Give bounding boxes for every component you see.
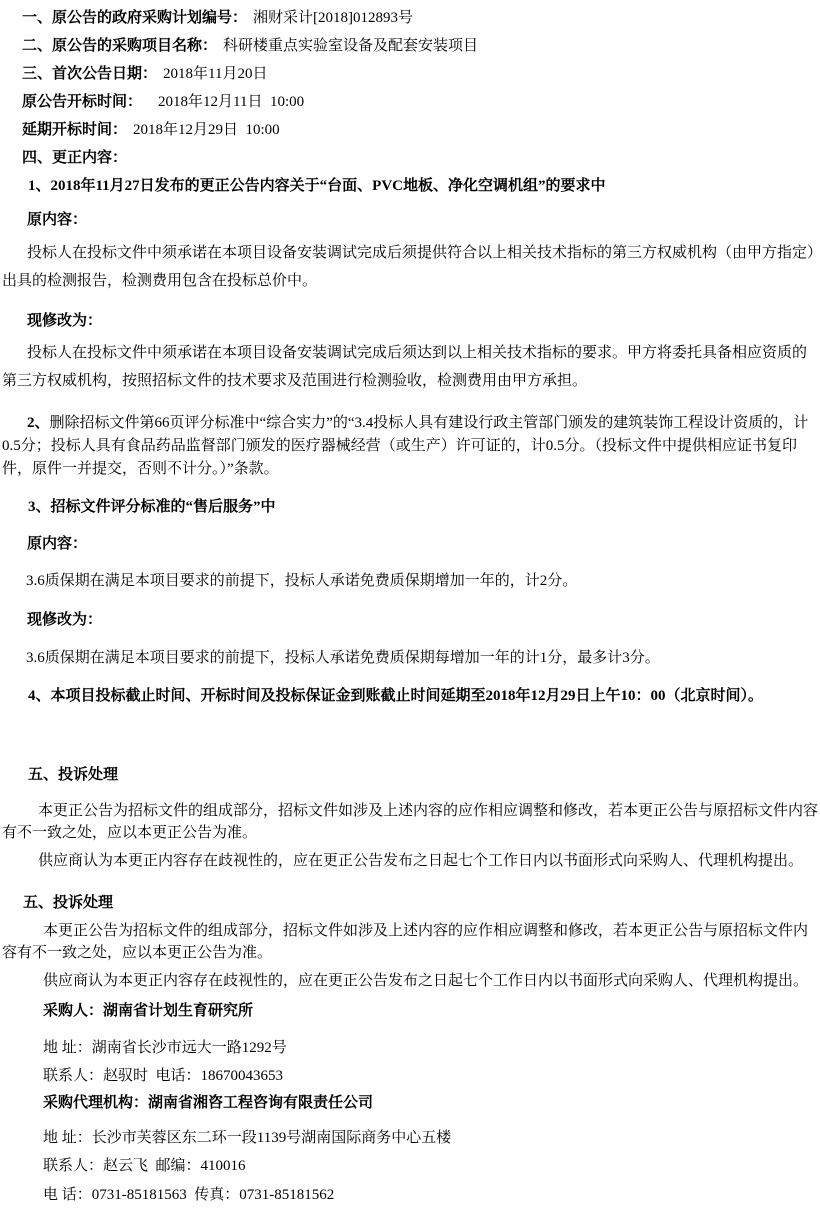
item3-revised-text: 3.6质保期在满足本项目要求的前提下，投标人承诺免费质保期每增加一年的计1分，最多计3分。: [26, 650, 660, 666]
agency-phone-line: 电 话：0731-85181563 传真：0731-85181562: [43, 1187, 335, 1203]
item3-original-text: 3.6质保期在满足本项目要求的前提下，投标人承诺免费质保期增加一年的，计2分。: [26, 573, 578, 589]
complaint-section-2-heading: 五、投诉处理: [23, 895, 114, 911]
correction-item4-text: 4、本项目投标截止时间、开标时间及投标保证金到账截止时间延期至2018年12月29日上午10：00（北京时间）。: [28, 688, 764, 704]
correction-item3-heading: 3、招标文件评分标准的“售后服务”中: [28, 499, 276, 515]
item1-revised-text: 投标人在投标文件中须承诺在本项目设备安装调试完成后须达到以上相关技术指标的要求。甲方将委托具备相应资质的第三方权威机构，按照招标文件的技术要求及范围进行检测验收，检测费用由甲方承担。: [2, 345, 808, 389]
item2-number: 2、: [27, 415, 50, 431]
item3-original-label: 原内容：: [27, 536, 88, 552]
purchaser-address-line: 地 址：湖南省长沙市远大一路1292号: [43, 1040, 287, 1056]
project-name-line: [22, 32, 820, 60]
complaint-section-2-paragraph-1: 本更正公告为招标文件的组成部分，招标文件如涉及上述内容的应作相应调整和修改，若本更正公告与原招标文件内容有不一致之处，应以本更正公告为准。: [2, 923, 809, 961]
project-name-value: 科研楼重点实验室设备及配套安装项目: [223, 38, 479, 54]
plan-number-label: 一、原公告的政府采购计划编号：: [22, 10, 248, 26]
item1-original-label: 原内容：: [27, 212, 88, 228]
original-bid-open-time-value: 2018年12月11日 10:00: [158, 94, 305, 110]
item2-body: 删除招标文件第66页评分标准中“综合实力”的“3.4投标人具有建设行政主管部门颁发的建筑装饰工程设计资质的，计0.5分；投标人具有食品药品监督部门颁发的医疗器械经营（或生产）许可证的，计0.5分。（投标文件中提供相应证书复印件，原件一并提交，否则不计分。）”条款。: [2, 415, 809, 477]
agency-contact-line: 联系人：赵云飞 邮编：410016: [43, 1158, 246, 1174]
delayed-bid-open-time-value: 2018年12月29日 10:00: [133, 122, 280, 138]
original-bid-open-time-line: [22, 88, 820, 116]
delayed-bid-open-time-label: 延期开标时间：: [22, 122, 128, 138]
original-bid-open-time-label: 原公告开标时间：: [22, 94, 143, 110]
first-announce-date-value: 2018年11月20日: [163, 66, 268, 82]
item1-revised-label: 现修改为：: [27, 313, 103, 329]
purchaser-name-line: 采购人：湖南省计划生育研究所: [43, 1003, 254, 1019]
project-name-label: 二、原公告的采购项目名称：: [22, 38, 218, 54]
first-announce-date-line: [22, 60, 820, 88]
complaint-section-1-paragraph-1: 本更正公告为招标文件的组成部分，招标文件如涉及上述内容的应作相应调整和修改，若本更正公告与原招标文件内容有不一致之处，应以本更正公告为准。: [2, 803, 819, 841]
item1-original-text: 投标人在投标文件中须承诺在本项目设备安装调试完成后须提供符合以上相关技术指标的第三方权威机构（由甲方指定）出具的检测报告，检测费用包含在投标总价中。: [2, 245, 815, 289]
complaint-section-2-paragraph-2: 供应商认为本更正内容存在歧视性的，应在更正公告发布之日起七个工作日内以书面形式向采购人、代理机构提出。: [43, 973, 809, 989]
correction-item1-heading: 1、2018年11月27日发布的更正公告内容关于“台面、PVC地板、净化空调机组”的要求中: [28, 178, 606, 194]
correction-item2-text: [2, 412, 820, 481]
complaint-section-1-paragraph-2: 供应商认为本更正内容存在歧视性的，应在更正公告发布之日起七个工作日内以书面形式向采购人、代理机构提出。: [38, 853, 804, 869]
correction-heading: 四、更正内容：: [22, 150, 128, 166]
complaint-section-1-heading: 五、投诉处理: [28, 767, 119, 783]
first-announce-date-label: 三、首次公告日期：: [22, 66, 158, 82]
agency-name-line: 采购代理机构：湖南省湘咨工程咨询有限责任公司: [43, 1095, 374, 1111]
plan-number-value: 湘财采计[2018]012893号: [253, 10, 414, 26]
agency-address-line: 地 址：长沙市芙蓉区东二环一段1139号湖南国际商务中心五楼: [43, 1130, 452, 1146]
item3-revised-label: 现修改为：: [27, 612, 103, 628]
purchaser-contact-line: 联系人：赵驭时 电话：18670043653: [43, 1068, 284, 1084]
plan-number-line: [22, 4, 820, 32]
delayed-bid-open-time-line: [22, 116, 820, 144]
